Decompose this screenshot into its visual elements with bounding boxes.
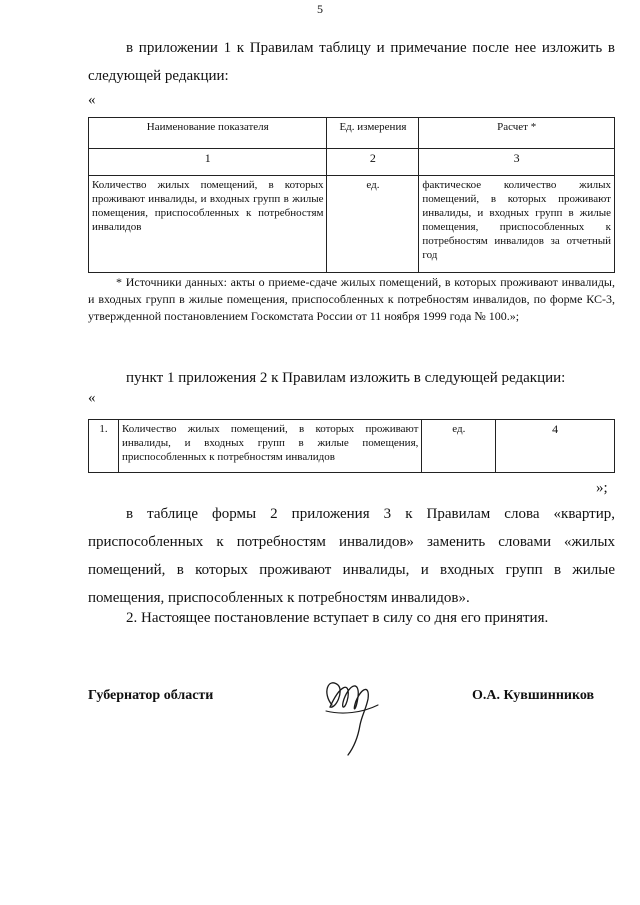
header-cell-name: Наименование показателя <box>89 118 327 149</box>
table-row <box>89 420 615 473</box>
header-cell-calc: Расчет * <box>419 118 615 149</box>
header-cell-unit: Ед. измерения <box>327 118 419 149</box>
item-name-cell: Количество жилых помещений, в которых проживают инвалиды, и входных групп в жилые помещения, приспособленных к потребностям инвалидов <box>118 420 421 473</box>
item-unit-cell: ед. <box>422 420 496 473</box>
row-unit-cell: ед. <box>327 176 419 273</box>
number-cell-2: 2 <box>327 149 419 176</box>
table-number-row <box>89 149 615 176</box>
open-quote-2: « <box>88 390 96 406</box>
open-quote: « <box>88 92 96 108</box>
intro-paragraph: в приложении 1 к Правилам таблицу и примечание после нее изложить в следующей редакции: <box>88 40 615 84</box>
signatory-title: Губернатор области <box>88 688 214 703</box>
table-row <box>89 176 615 273</box>
item-value-cell: 4 <box>496 420 615 473</box>
handwritten-signature <box>318 665 388 760</box>
row-name-cell: Количество жилых помещений, в которых проживают инвалиды, и входных групп в жилые помещения, приспособленных к потребностям инвалидов <box>89 176 327 273</box>
paragraph-3: в таблице формы 2 приложения 3 к Правилам слова «квартир, приспособленных к потребностям инвалидов» заменить словами «жилых помещений, в которых проживают инвалиды, и входных групп в жилые помещения, приспособленных к потребностям инвалидов». <box>88 506 615 606</box>
signatory-name: О.А. Кувшинников <box>472 688 595 703</box>
table-footnote: * Источники данных: акты о приеме-сдаче жилых помещений, в которых проживают инвалиды, и входных групп в жилые помещения, приспособленных к потребностям инвалидов, по форме КС-3, утвержденной постановлением Госкомстата России от 11 ноября 1999 года № 100.»; <box>88 275 615 323</box>
paragraph-2: пункт 1 приложения 2 к Правилам изложить в следующей редакции: <box>126 370 566 386</box>
paragraph-4: 2. Настоящее постановление вступает в силу со дня его принятия. <box>126 610 549 626</box>
table-header-row <box>89 118 615 149</box>
item-table <box>88 419 615 473</box>
page-number: 5 <box>317 2 323 16</box>
item-number-cell: 1. <box>89 420 119 473</box>
number-cell-3: 3 <box>419 149 615 176</box>
number-cell-1: 1 <box>89 149 327 176</box>
indicator-table <box>88 117 615 273</box>
row-calc-cell: фактическое количество жилых помещений, в которых проживают инвалиды, и входных групп в жилые помещения, приспособленных к потребностям инвалидов за отчетный год <box>419 176 615 273</box>
closing-quote: »; <box>596 480 608 496</box>
